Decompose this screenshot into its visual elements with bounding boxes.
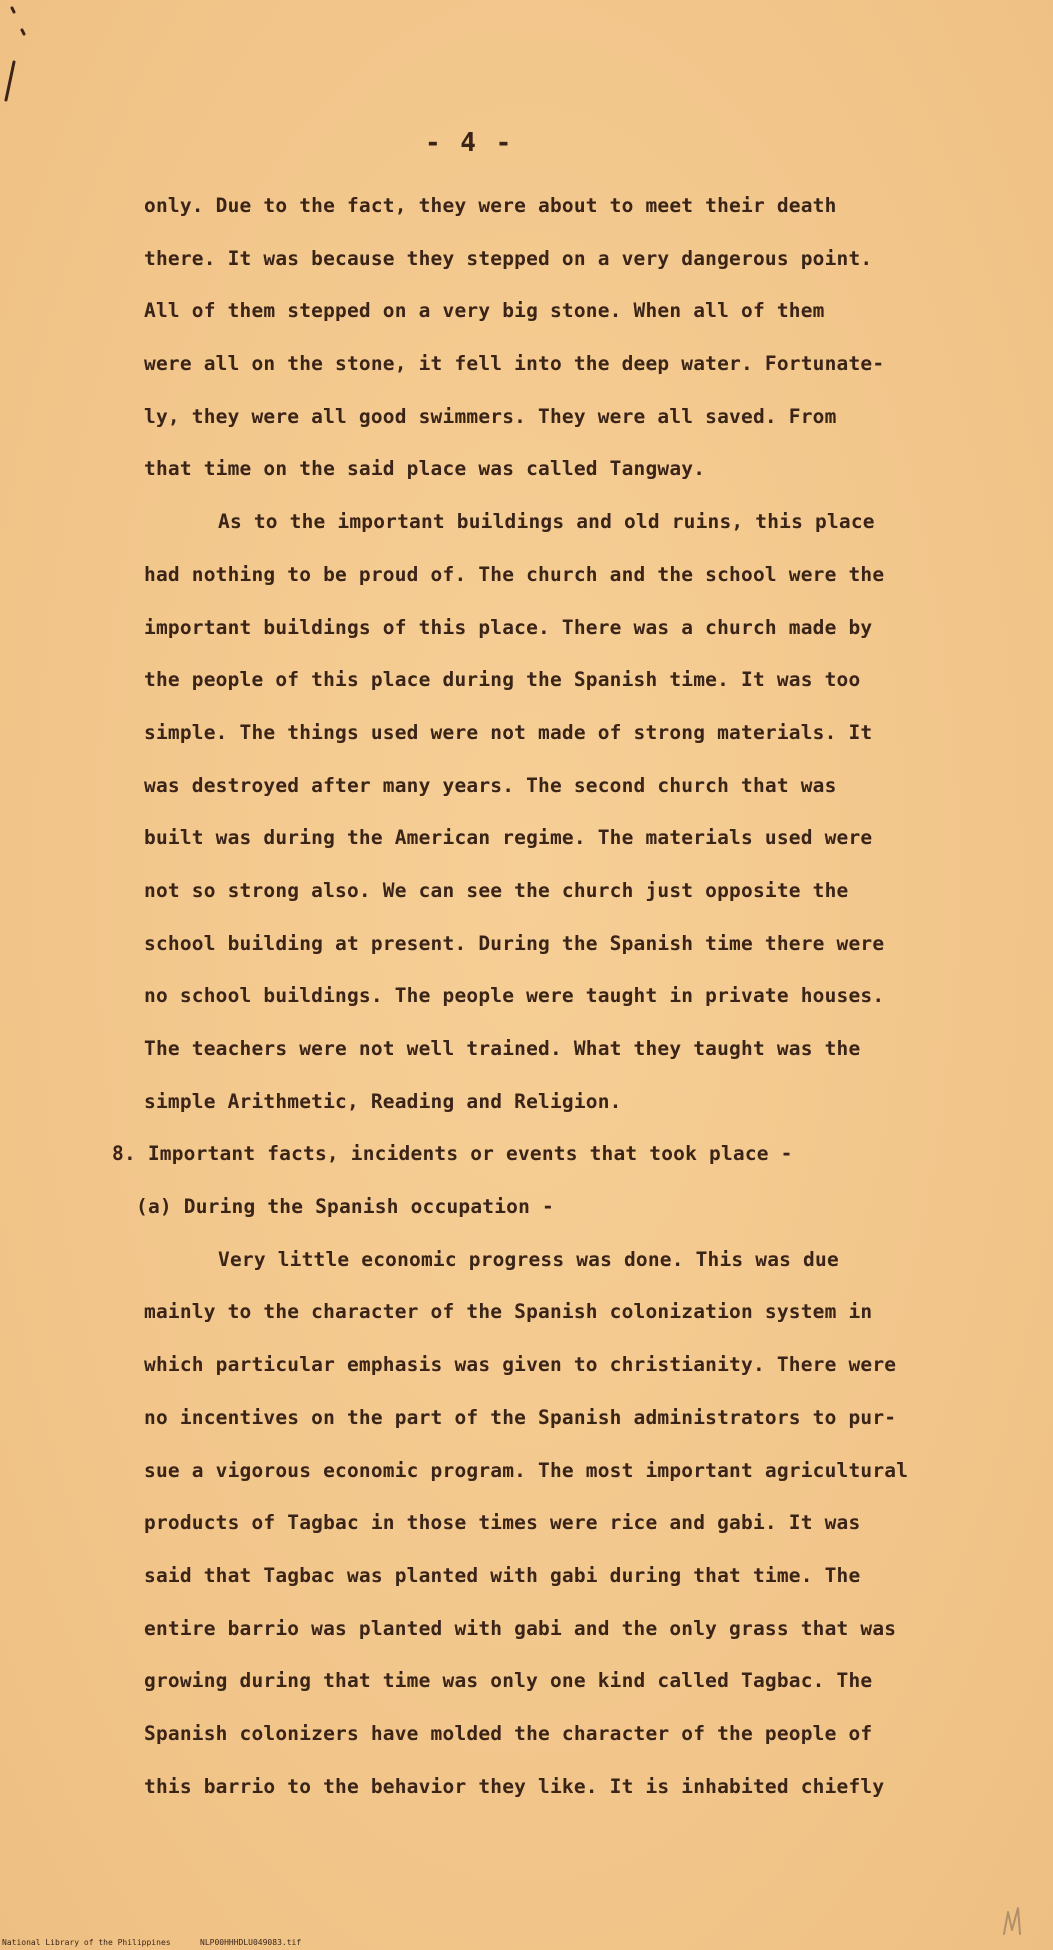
text-line: products of Tagbac in those times were rice and gabi. It was bbox=[144, 1511, 861, 1535]
text-line: The teachers were not well trained. What they taught was the bbox=[144, 1037, 861, 1060]
text-line: important buildings of this place. There was a church made by bbox=[144, 615, 873, 639]
text-line: mainly to the character of the Spanish colonization system in bbox=[144, 1300, 873, 1324]
text-line: simple Arithmetic, Reading and Religion. bbox=[144, 1089, 622, 1113]
text-line: All of them stepped on a very big stone. When all of them bbox=[144, 299, 825, 323]
text-line: said that Tagbac was planted with gabi during that time. The bbox=[144, 1563, 861, 1587]
paragraph-start-line: Very little economic progress was done. This was due bbox=[218, 1247, 839, 1271]
text-line: which particular emphasis was given to christianity. There were bbox=[144, 1353, 897, 1377]
text-line: no incentives on the part of the Spanish administrators to pur- bbox=[144, 1405, 897, 1429]
text-line: had nothing to be proud of. The church and the school were the bbox=[144, 562, 885, 586]
text-line: there. It was because they stepped on a very dangerous point. bbox=[144, 246, 873, 270]
footer-filename: NLP00HHHDLU049083.tif bbox=[200, 1938, 302, 1947]
text-line: no school buildings. The people were taught in private houses. bbox=[144, 984, 885, 1008]
page-number: - 4 - bbox=[425, 128, 514, 158]
text-line: only. Due to the fact, they were about to meet their death bbox=[144, 194, 837, 217]
text-line: built was during the American regime. The materials used were bbox=[144, 826, 873, 850]
text-line: simple. The things used were not made of strong materials. It bbox=[144, 720, 873, 744]
text-line: ly, they were all good swimmers. They were all saved. From bbox=[144, 404, 837, 428]
text-line: growing during that time was only one kind called Tagbac. The bbox=[144, 1669, 873, 1693]
text-line: was destroyed after many years. The second church that was bbox=[144, 773, 837, 797]
text-line: Spanish colonizers have molded the character of the people of bbox=[144, 1721, 873, 1745]
subsection-heading: (a) During the Spanish occupation - bbox=[136, 1195, 554, 1219]
handwritten-initial-mark bbox=[1000, 1900, 1030, 1940]
text-line: that time on the said place was called Tangway. bbox=[144, 457, 706, 481]
text-line: school building at present. During the Spanish time there were bbox=[144, 931, 885, 955]
section-heading: 8. Important facts, incidents or events that took place - bbox=[112, 1142, 793, 1166]
footer-library-label: National Library of the Philippines bbox=[2, 1938, 171, 1947]
paragraph-start-line: As to the important buildings and old ruins, this place bbox=[218, 510, 875, 534]
text-line: entire barrio was planted with gabi and the only grass that was bbox=[144, 1616, 897, 1640]
text-line: not so strong also. We can see the church just opposite the bbox=[144, 878, 849, 902]
text-line: were all on the stone, it fell into the deep water. Fortunate- bbox=[144, 352, 885, 376]
typed-body-text bbox=[112, 180, 974, 1813]
text-line: the people of this place during the Spanish time. It was too bbox=[144, 668, 861, 692]
text-line: this barrio to the behavior they like. It is inhabited chiefly bbox=[144, 1774, 885, 1798]
margin-pencil-mark bbox=[0, 0, 30, 110]
text-line: sue a vigorous economic program. The most important agricultural bbox=[144, 1458, 909, 1482]
